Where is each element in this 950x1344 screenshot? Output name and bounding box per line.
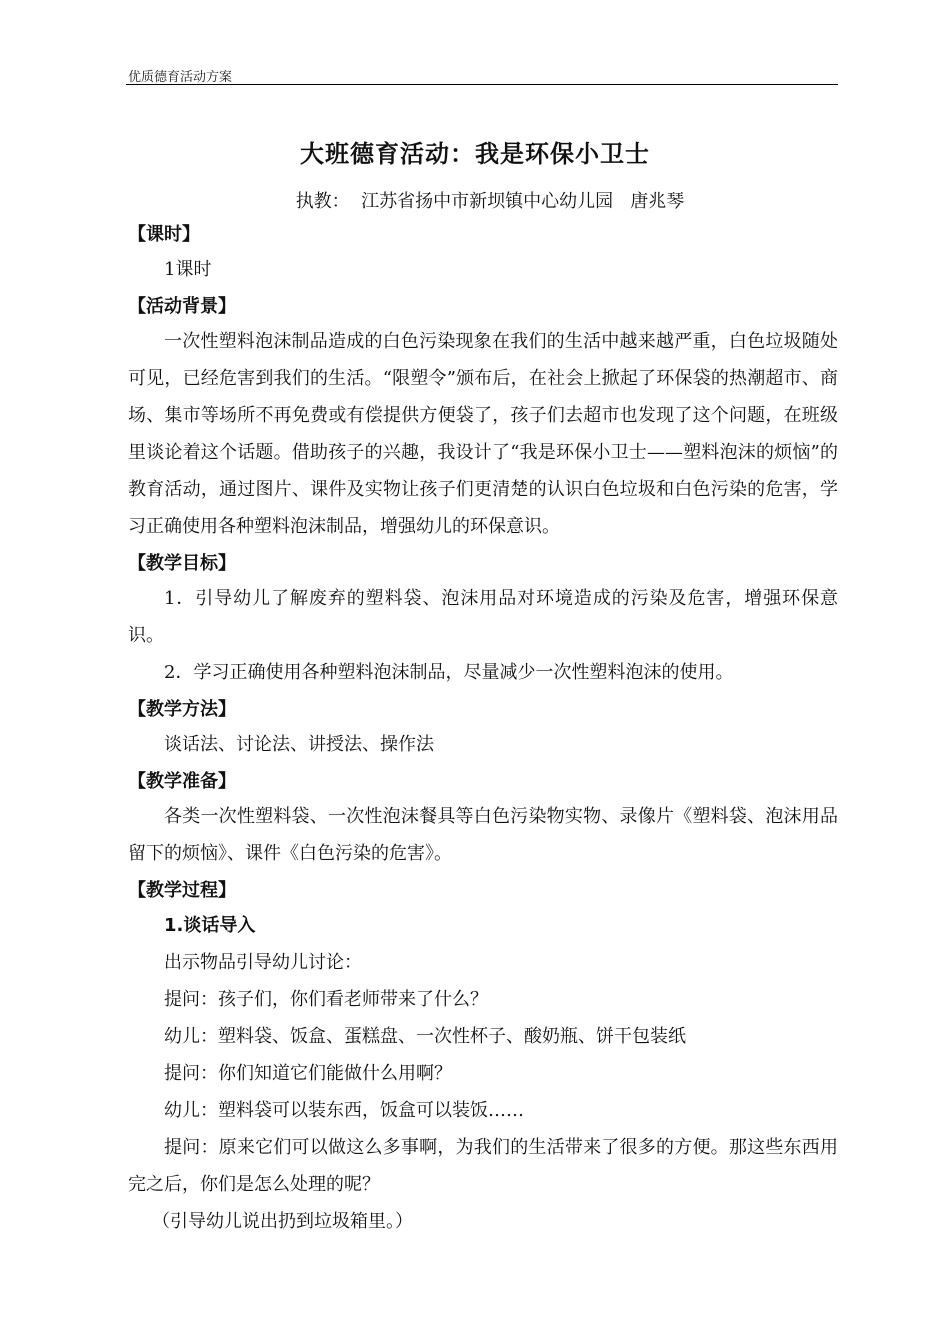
goal-item-1: 1．引导幼儿了解废弃的塑料袋、泡沫用品对环境造成的污染及危害，增强环保意识。 (128, 588, 838, 646)
section-heading-background: 【活动背景】 (128, 296, 236, 317)
process-note: （引导幼儿说出扔到垃圾箱里。） (152, 1211, 413, 1232)
background-paragraph: 一次性塑料泡沫制品造成的白色污染现象在我们的生活中越来越严重，白色垃圾随处可见，已经危害到我们的生活。“限塑令”颁布后，在社会上掀起了环保袋的热潮超市、商场、集市等场所不再免费或有偿提供方便袋了，孩子们去超市也发现了这个问题，在班级里谈论着这个话题。借助孩子的兴趣，我设计了“我是环保小卫士——塑料泡沫的烦恼”的教育活动，通过图片、课件及实物让孩子们更清楚的认识白色垃圾和白色污染的危害，学习正确使用各种塑料泡沫制品，增强幼儿的环保意识。 (128, 331, 838, 537)
document-title: 大班德育活动：我是环保小卫士 (300, 140, 650, 168)
process-line: 幼儿：塑料袋、饭盒、蛋糕盘、一次性杯子、酸奶瓶、饼干包装纸 (164, 1026, 686, 1047)
author-line: 执教： 江苏省扬中市新坝镇中心幼儿园 唐兆琴 (295, 191, 685, 212)
process-line: 提问：你们知道它们能做什么用啊？ (164, 1063, 452, 1084)
process-line: 幼儿：塑料袋可以装东西，饭盒可以装饭…… (164, 1100, 524, 1121)
process-line: 出示物品引导幼儿讨论： (164, 952, 362, 973)
section-heading-process: 【教学过程】 (128, 880, 236, 901)
section-heading-goals: 【教学目标】 (128, 553, 236, 574)
methods-text: 谈话法、讨论法、讲授法、操作法 (164, 734, 434, 755)
prep-paragraph: 各类一次性塑料袋、一次性泡沫餐具等白色污染物实物、录像片《塑料袋、泡沫用品留下的烦恼》、课件《白色污染的危害》。 (128, 806, 838, 864)
step-1-title: 1.谈话导入 (164, 915, 256, 936)
goal-item-2: 2．学习正确使用各种塑料泡沫制品，尽量减少一次性塑料泡沫的使用。 (164, 662, 734, 683)
running-header: 优质德育活动方案 (128, 70, 233, 85)
section-heading-methods: 【教学方法】 (128, 699, 236, 720)
section-heading-prep: 【教学准备】 (128, 771, 236, 792)
header-divider (126, 84, 838, 85)
process-long-line: 提问：原来它们可以做这么多事啊，为我们的生活带来了很多的方便。那这些东西用完之后，你们是怎么处理的呢？ (128, 1137, 838, 1195)
section-heading-period: 【课时】 (128, 224, 200, 245)
process-line: 提问：孩子们，你们看老师带来了什么？ (164, 989, 488, 1010)
document-body (128, 216, 838, 1240)
period-text: 1课时 (164, 259, 212, 280)
